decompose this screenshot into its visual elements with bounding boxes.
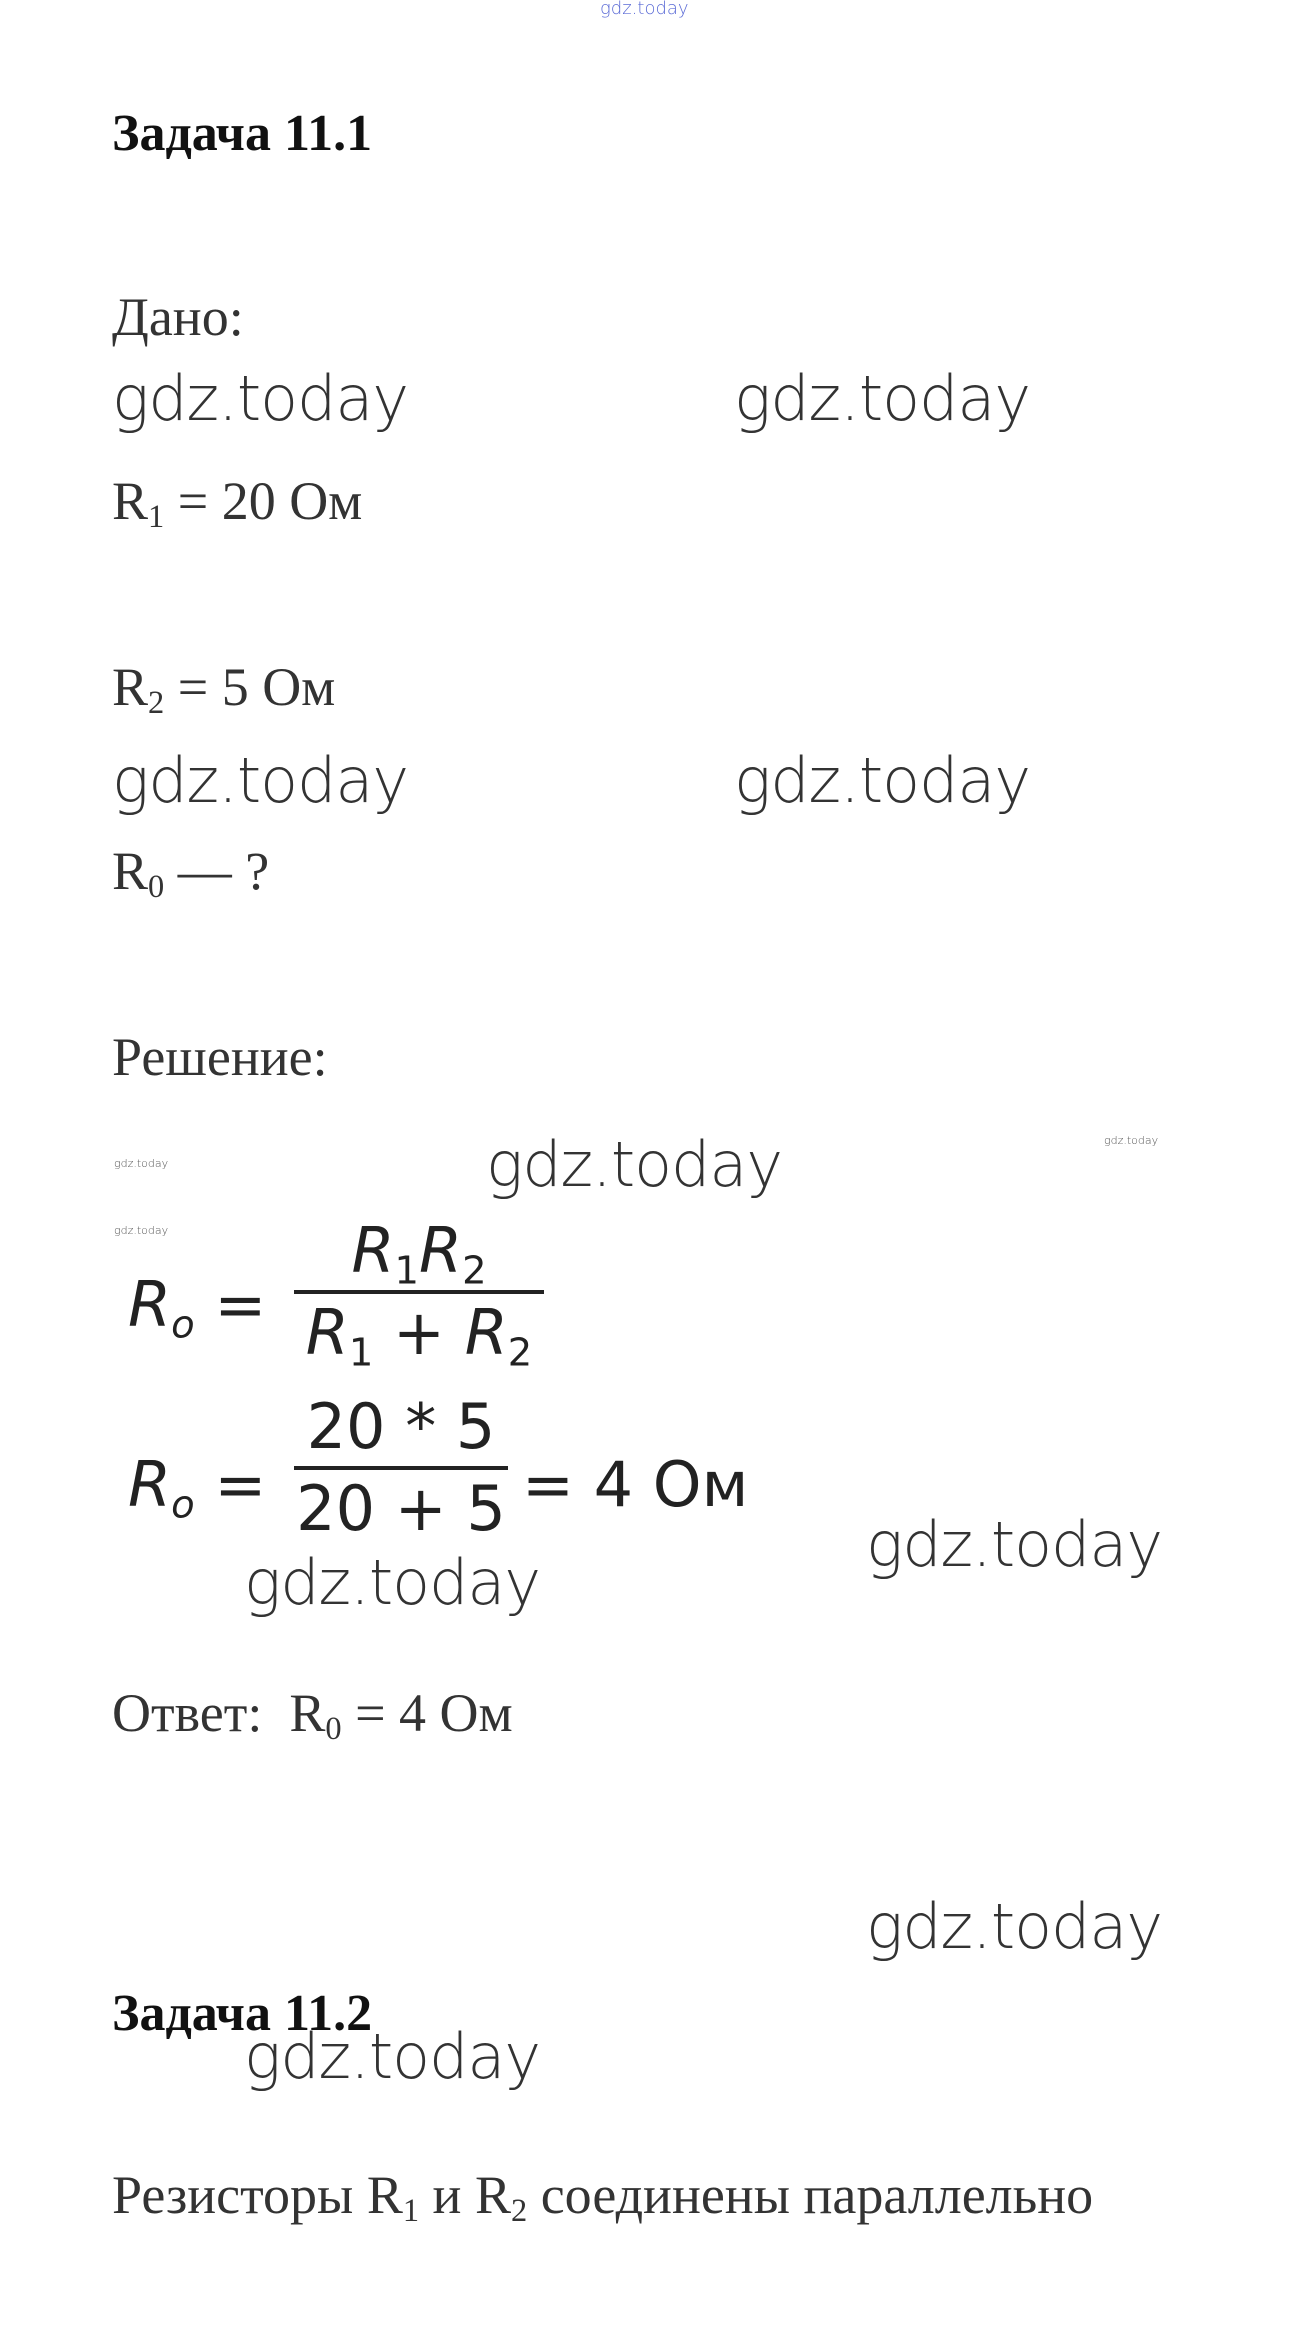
given-r2: $R_2 = 5$ Ом (112, 657, 336, 722)
formula-numerator: 20 * 5 (306, 1390, 496, 1463)
watermark: gdz.today (734, 744, 1031, 817)
given-label: Дано: (112, 287, 244, 347)
watermark-small: gdz.today (1104, 1134, 1159, 1147)
formula-result: = 4 Ом (522, 1448, 749, 1521)
watermark: gdz.today (734, 362, 1031, 435)
formula-numeric-fraction (294, 1390, 508, 1545)
formula-numeric-lhs: $R_o$ = (128, 1448, 267, 1528)
formula-denominator: 20 + 5 (296, 1472, 506, 1545)
given-r0-unknown: $R_0$ — ? (112, 841, 270, 906)
watermark: gdz.today (244, 1546, 541, 1619)
formula-general-fraction (294, 1214, 544, 1376)
fraction-bar (294, 1466, 508, 1470)
formula-denominator: $R_1 + R_2$ (305, 1296, 533, 1376)
watermark: gdz.today (486, 1128, 783, 1201)
task-title-11-2: Задача 11.2 (112, 1985, 373, 2042)
watermark-top: gdz.today (600, 0, 689, 19)
formula-general-lhs: $R_o$ = (128, 1268, 267, 1348)
watermark-small: gdz.today (114, 1157, 169, 1170)
watermark: gdz.today (244, 2020, 541, 2093)
answer-label: Ответ: (112, 1683, 263, 1743)
watermark-small: gdz.today (114, 1224, 169, 1237)
formula-numerator: $R_1R_2$ (351, 1214, 487, 1294)
solution-label: Решение: (112, 1027, 328, 1087)
answer: Ответ: $R_0 = 4$ Ом (112, 1683, 513, 1748)
given-r1: $R_1 = 20$ Ом (112, 471, 363, 536)
watermark: gdz.today (866, 1890, 1163, 1963)
watermark: gdz.today (112, 362, 409, 435)
task2-statement: Резисторы $R_1$ и $R_2$ соединены параллельно (112, 2165, 1094, 2230)
watermark: gdz.today (866, 1508, 1163, 1581)
fraction-bar (294, 1290, 544, 1294)
task-title-11-1: Задача 11.1 (112, 105, 373, 162)
watermark: gdz.today (112, 744, 409, 817)
